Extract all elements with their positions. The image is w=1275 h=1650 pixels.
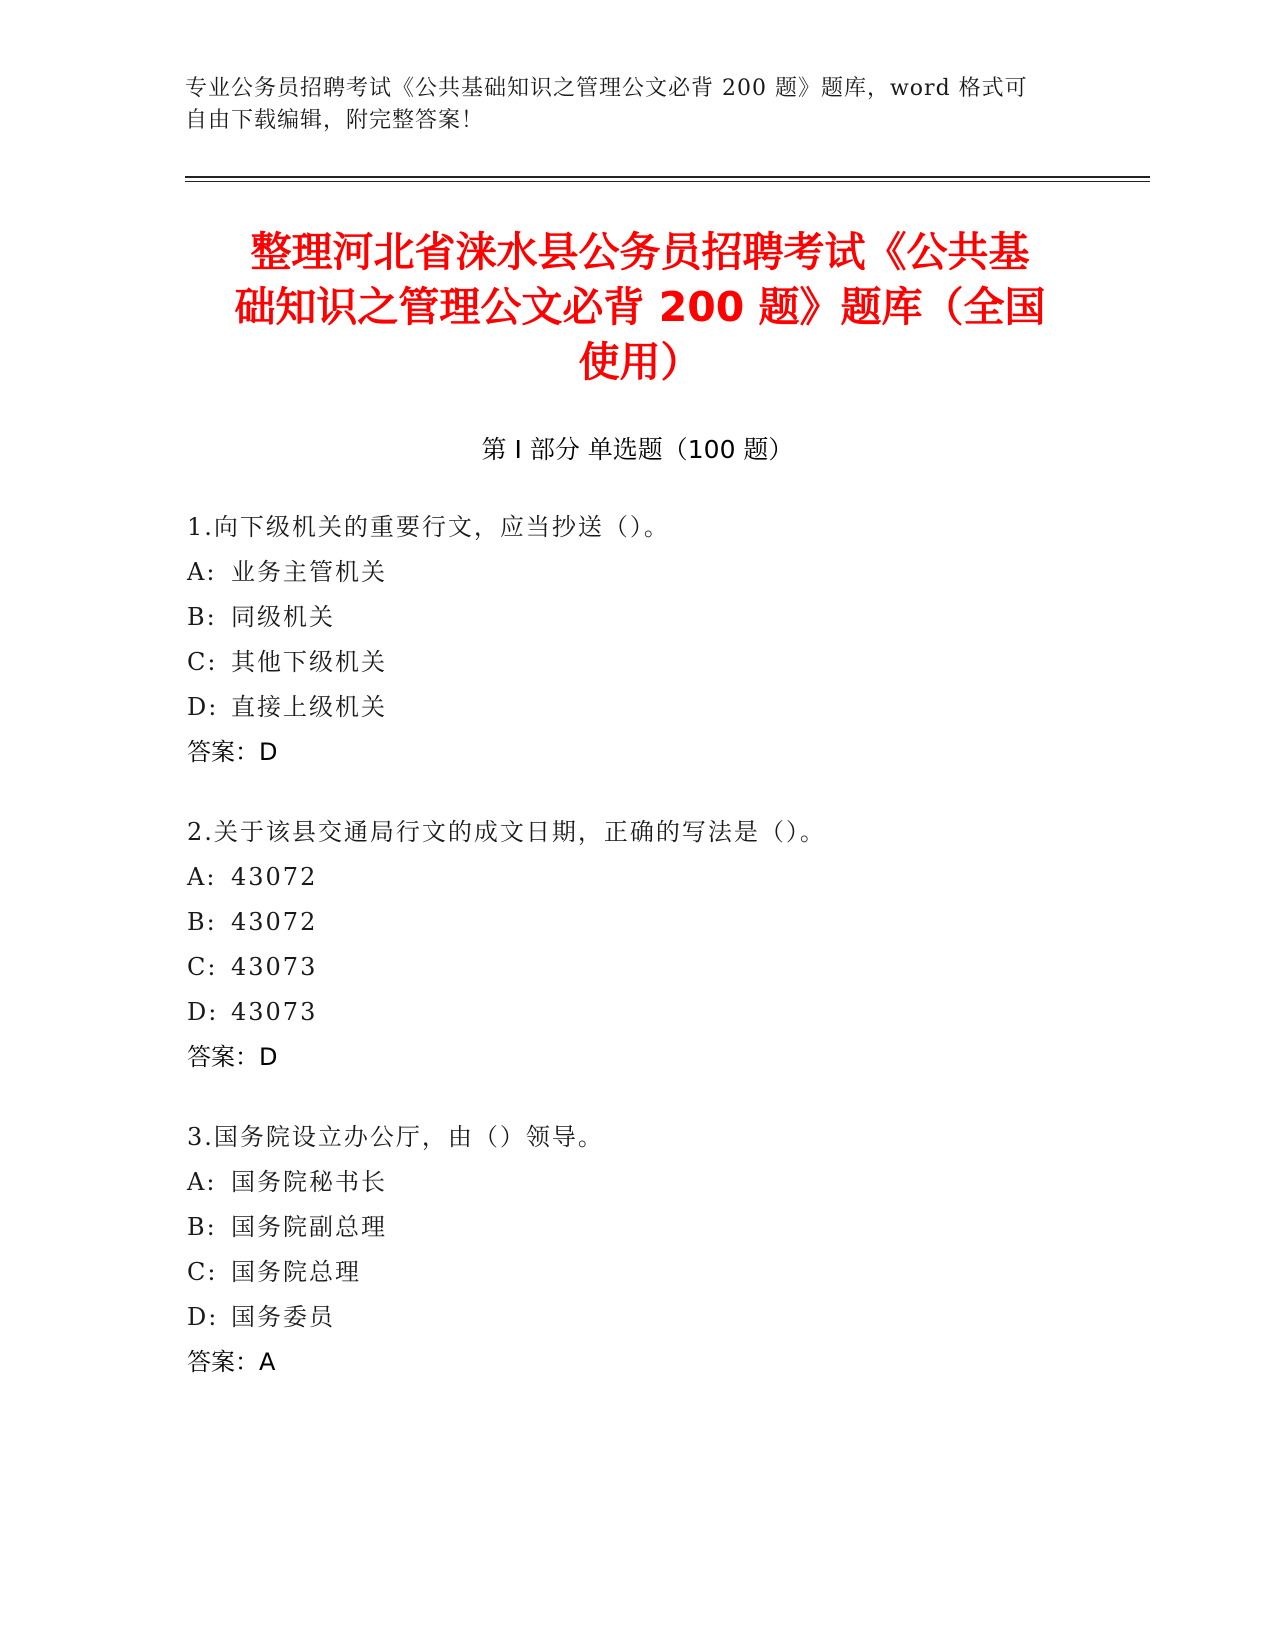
- option-text: 国务院副总理: [231, 1213, 387, 1241]
- option-a: [187, 1160, 1087, 1205]
- option-letter: C:: [187, 1258, 218, 1286]
- option-letter: C:: [187, 648, 218, 676]
- option-text: 国务委员: [231, 1303, 335, 1331]
- header-divider-thick: [185, 176, 1150, 178]
- option-text: 43072: [231, 908, 318, 936]
- option-letter: A:: [187, 1168, 217, 1196]
- option-text: 43073: [231, 953, 318, 981]
- option-letter: B:: [187, 908, 217, 936]
- document-title-line-2: 础知识之管理公文必背 200 题》题库（全国: [234, 283, 1046, 331]
- document-title-line-3: 使用）: [578, 338, 702, 386]
- question-stem: 2.关于该县交通局行文的成文日期，正确的写法是（）。: [187, 818, 826, 846]
- option-text: 直接上级机关: [231, 693, 387, 721]
- section-heading: 第 I 部分 单选题（100 题）: [481, 435, 794, 464]
- option-letter: B:: [187, 603, 217, 631]
- answer-line: 答案：D: [187, 738, 278, 766]
- option-d: [187, 685, 1087, 730]
- document-title-line-1: 整理河北省涞水县公务员招聘考试《公共基: [250, 228, 1030, 276]
- header-divider-thin: [185, 181, 1150, 182]
- option-c: [187, 640, 1087, 685]
- header-note-line-2: 自由下载编辑，附完整答案！: [185, 108, 485, 133]
- option-text: 43072: [231, 863, 318, 891]
- option-text: 业务主管机关: [231, 558, 387, 586]
- header-note: [185, 73, 1065, 137]
- option-letter: A:: [187, 863, 217, 891]
- answer-line: 答案：A: [187, 1348, 276, 1376]
- question-1: [187, 505, 1087, 775]
- option-letter: D:: [187, 693, 219, 721]
- option-letter: B:: [187, 1213, 217, 1241]
- option-c: [187, 1250, 1087, 1295]
- option-letter: D:: [187, 1303, 219, 1331]
- option-b: [187, 595, 1087, 640]
- option-a: [187, 855, 1087, 900]
- question-stem: 3.国务院设立办公厅，由（）领导。: [187, 1123, 604, 1151]
- option-letter: C:: [187, 953, 218, 981]
- option-letter: D:: [187, 998, 219, 1026]
- option-letter: A:: [187, 558, 217, 586]
- header-note-line-1: 专业公务员招聘考试《公共基础知识之管理公文必背 200 题》题库，word 格式可: [185, 76, 1028, 101]
- option-b: [187, 900, 1087, 945]
- option-text: 同级机关: [231, 603, 335, 631]
- option-text: 国务院总理: [231, 1258, 361, 1286]
- option-a: [187, 550, 1087, 595]
- question-3: [187, 1115, 1087, 1385]
- document-title: [180, 225, 1100, 390]
- answer-line: 答案：D: [187, 1043, 278, 1071]
- option-c: [187, 945, 1087, 990]
- option-d: [187, 1295, 1087, 1340]
- option-text: 43073: [231, 998, 318, 1026]
- option-text: 国务院秘书长: [231, 1168, 387, 1196]
- question-stem: 1.向下级机关的重要行文，应当抄送（）。: [187, 513, 670, 541]
- option-text: 其他下级机关: [231, 648, 387, 676]
- option-b: [187, 1205, 1087, 1250]
- question-2: [187, 810, 1087, 1080]
- option-d: [187, 990, 1087, 1035]
